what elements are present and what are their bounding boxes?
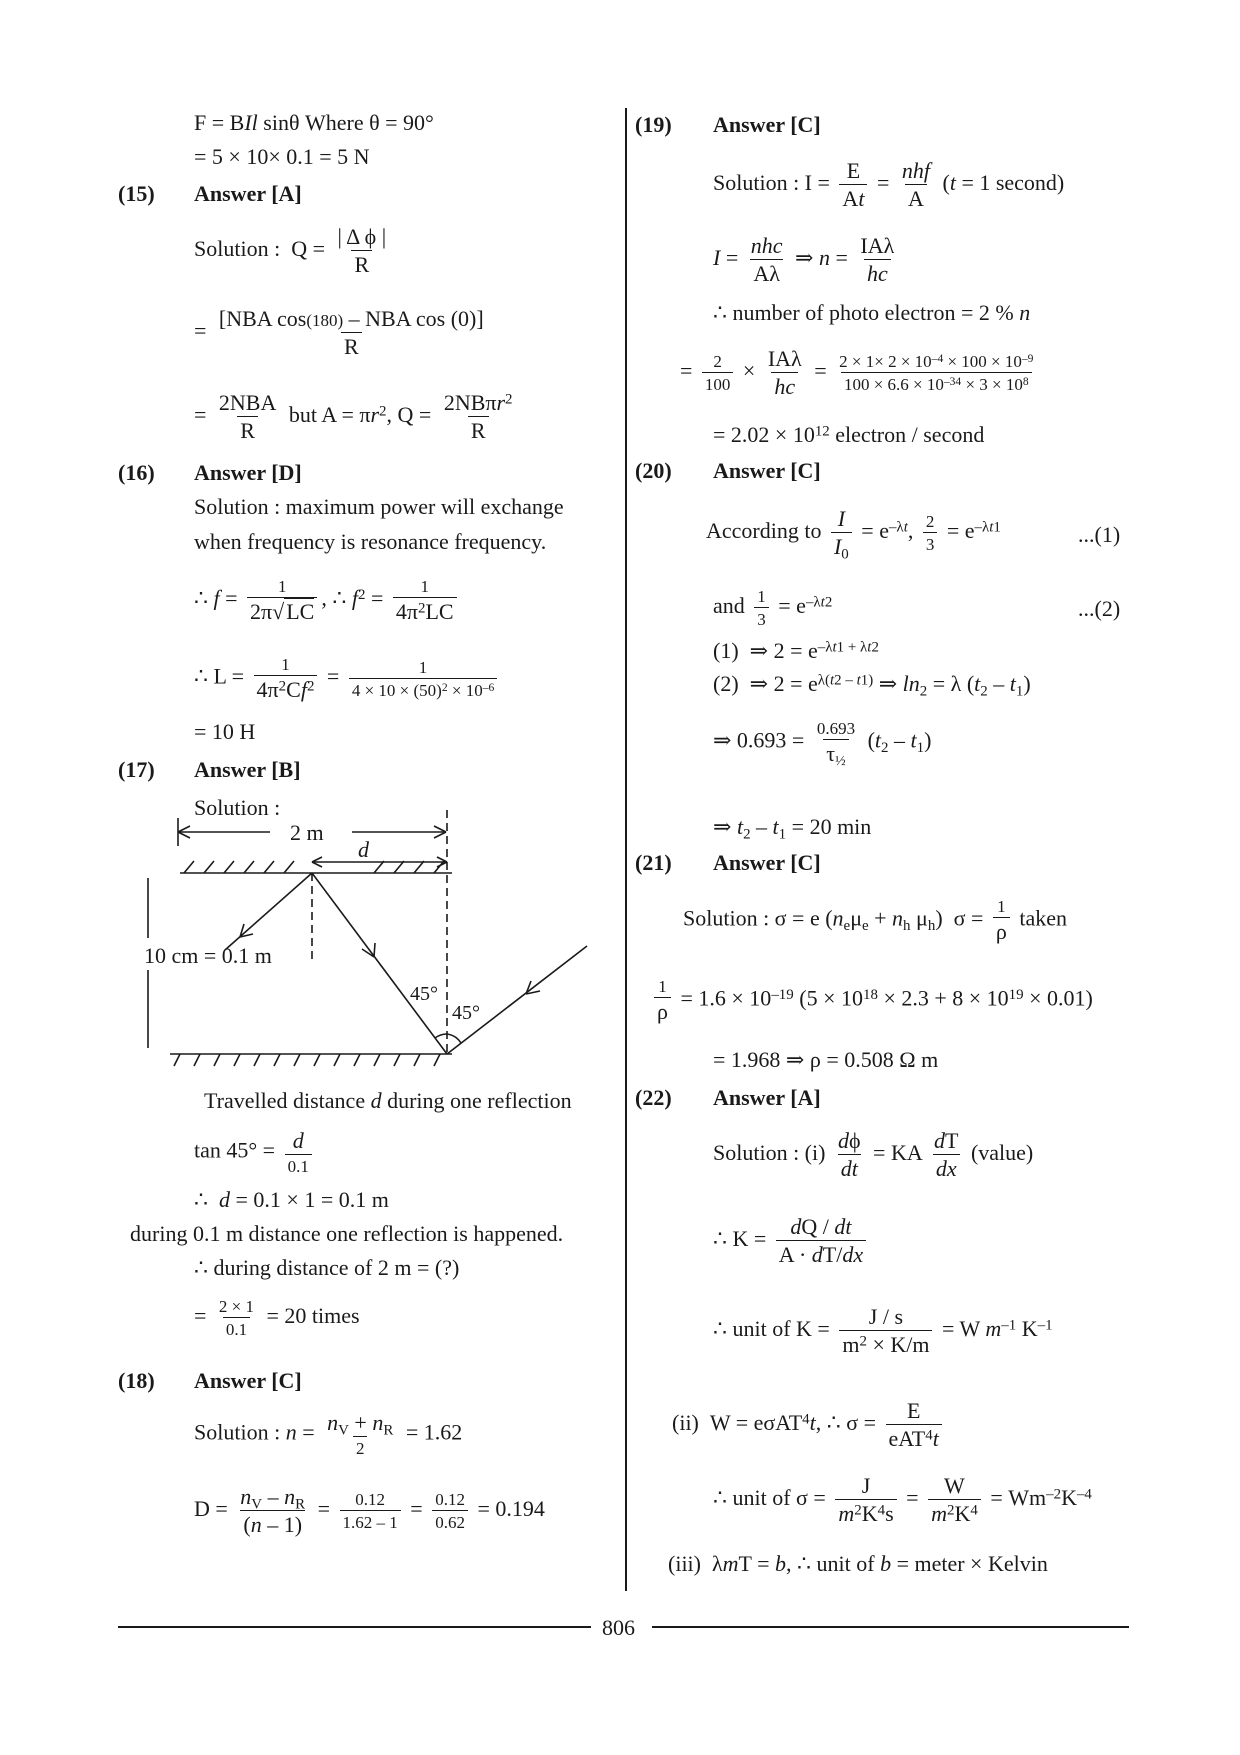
q15-step1: = $\frac{\text{[NBA cos(180) – NBA cos (0)]}}{R}$ <box>194 306 484 359</box>
angle1-label: 45° <box>410 983 438 1005</box>
footer-rule-left <box>118 1626 591 1628</box>
q21-result: = 1.968 ⇒ ρ = 0.508 Ω m <box>713 1047 939 1072</box>
q17-number: (17) <box>118 757 155 782</box>
angle2-label: 45° <box>452 1002 480 1024</box>
q20-step1: (1) ⇒ $2 = e^{-\lambda t1 + \lambda t2}$ <box>713 638 879 663</box>
q22-sigma: (ii) W = eσAT$^4$t, ∴ σ = $\frac{E}{eAT^4t}$ <box>672 1400 946 1450</box>
q19-calc: = $\frac{2}{100}$ × $\frac{\text{IAλ}}{hc}$ = $\frac{2 \times 1\times 2 \times 10^{-4} \times 100 \times 10^{-9}}{100 \times 6.6 \times 10^{-34} \times 3 \times 10^8}$ <box>680 346 1034 399</box>
q22-k-unit: ∴ unit of K = $\frac{J / s}{m^2 \times K/m}$ = W $m^{-1}$ $K^{-1}$ <box>713 1304 1053 1357</box>
q17-tan: tan 45° = $\frac{d}{0.1}$ <box>194 1130 316 1175</box>
q22-number: (22) <box>635 1085 672 1110</box>
q15-answer: Answer [A] <box>194 181 302 206</box>
d-label: d <box>358 837 369 862</box>
q17-times: = $\frac{2 \times 1}{0.1}$ = 20 times <box>194 1297 360 1339</box>
column-divider <box>625 108 627 1591</box>
reflection-diagram <box>130 810 600 1075</box>
angle-arc-left <box>435 1034 447 1038</box>
q21-number: (21) <box>635 850 672 875</box>
q22-sigma-unit: ∴ unit of σ = $\frac{J}{m^2K^4s}$ = $\frac{W}{m^2K^4}$ = $Wm^{-2}K^{-4}$ <box>713 1473 1092 1526</box>
q20-answer: Answer [C] <box>713 458 821 483</box>
q19-result: = $2.02 \times 10^{12}$ electron / second <box>713 422 985 447</box>
q17-line1: Travelled distance d during one reflection <box>204 1088 572 1113</box>
q20-eq1-tag: ...(1) <box>1078 522 1121 547</box>
q19-answer: Answer [C] <box>713 112 821 137</box>
q17-answer: Answer [B] <box>194 757 301 782</box>
q22-answer: Answer [A] <box>713 1085 821 1110</box>
q20-step3: ⇒ 0.693 = $\frac{0.693}{\tau_{\frac{1}{2}}}$ $(t_2 - t_1)$ <box>713 719 932 770</box>
dim-label: 2 m <box>290 820 324 845</box>
q17-line3: during 0.1 m distance one reflection is happened. <box>130 1221 564 1246</box>
q22-heat: Solution : (i) $\frac{d\phi}{dt}$ = KA $\frac{dT}{dx}$ (value) <box>713 1128 1034 1181</box>
q20-step2: (2) ⇒ $2 = e^{\lambda(t2 - t1)}$ ⇒ $\ln_2 = \lambda$ $(t_2 - t_1)$ <box>713 671 1031 700</box>
q20-final: ⇒ $t_2 - t_1 = 20$ min <box>713 814 872 843</box>
q17-line2: ∴ d = 0.1 × 1 = 0.1 m <box>194 1187 389 1212</box>
force-result: = 5 × 10× 0.1 = 5 N <box>194 144 370 169</box>
q16-line1: Solution : maximum power will exchange <box>194 494 564 519</box>
height-label: 10 cm = 0.1 m <box>144 943 272 968</box>
q16-inductance: ∴ L = $\frac{1}{4\pi^2Cf^2}$ = $\frac{1}{4 \times 10 \times (50)^2 \times 10^{-6}}$ <box>194 656 501 701</box>
q22-b-unit: (iii) λmT = b, ∴ unit of b = meter × Kelvin <box>668 1551 1048 1576</box>
q16-result: = 10 H <box>194 719 256 744</box>
q15-number: (15) <box>118 181 155 206</box>
second-reflected-ray <box>225 873 312 950</box>
q20-number: (20) <box>635 458 672 483</box>
q16-line2: when frequency is resonance frequency. <box>194 529 547 554</box>
incident-ray <box>447 946 587 1054</box>
q20-eq2: and $\frac{1}{3}$ = $e^{-\lambda t2}$ <box>713 587 833 629</box>
page-number: 806 <box>602 1615 635 1640</box>
q20-eq2-tag: ...(2) <box>1078 596 1121 621</box>
angle-arc-right <box>447 1034 461 1043</box>
q21-answer: Answer [C] <box>713 850 821 875</box>
q19-line1: ∴ number of photo electron = 2 % n <box>713 300 1031 325</box>
force-eq: F = BIl sinθ Where θ = 90° <box>194 110 434 135</box>
q16-freq: ∴ f = $\frac{1}{2\pi√LC}$ , ∴ $f^2$ = $\frac{1}{4\pi^2LC}$ <box>194 578 461 623</box>
q16-answer: Answer [D] <box>194 460 302 485</box>
q16-number: (16) <box>118 460 155 485</box>
q17-solution-label: Solution : <box>194 795 281 820</box>
bottom-hatch <box>174 1054 440 1066</box>
q21-calc: $\frac{1}{\rho}$ = $1.6 \times 10^{-19}$ $(5 \times 10^{18} \times 2.3 + 8 \times 10^{19} \times 0.01)$ <box>650 978 1093 1023</box>
q17-line4: ∴ during distance of 2 m = (?) <box>194 1255 460 1280</box>
q22-k: ∴ K = $\frac{dQ / dt}{A \cdot dT/dx}$ <box>713 1216 870 1266</box>
q18-answer: Answer [C] <box>194 1368 302 1393</box>
q19-n: I = $\frac{\text{nhc}}{A\lambda}$ ⇒ n = $\frac{\text{IAλ}}{hc}$ <box>713 233 895 286</box>
q15-solution: Solution : Q = $\frac{\text{| Δ ϕ |}}{R}$ <box>194 224 387 277</box>
q15-step2: = $\frac{\text{2NBA}}{R}$ but $A = \pi r^2$, Q = $\frac{2NB\pi r^2}{R}$ <box>194 390 513 443</box>
footer-rule-right <box>652 1626 1129 1628</box>
q19-number: (19) <box>635 112 672 137</box>
q19-intensity: Solution : I = $\frac{E}{At}$ = $\frac{\text{nhf}}{A}$ (t = 1 second) <box>713 158 1065 211</box>
q18-d: D = $\frac{n_V - n_R}{(n - 1)}$ = $\frac{0.12}{1.62 - 1}$ = $\frac{0.12}{0.62}$ = 0.194 <box>194 1484 545 1537</box>
q18-n: Solution : n = $\frac{n_V + n_R}{2}$ = 1.62 <box>194 1410 463 1458</box>
q20-eq1: According to $\frac{I}{I_0}$ = $e^{-\lambda t}$, $\frac{2}{3}$ = $e^{-\lambda t1}$ <box>706 506 1001 563</box>
reflected-ray <box>312 873 447 1054</box>
q18-number: (18) <box>118 1368 155 1393</box>
q21-sigma: Solution : σ = e ($n_e\mu_e + n_h$ $\mu_h$) σ = $\frac{1}{\rho}$ taken <box>683 897 1068 944</box>
